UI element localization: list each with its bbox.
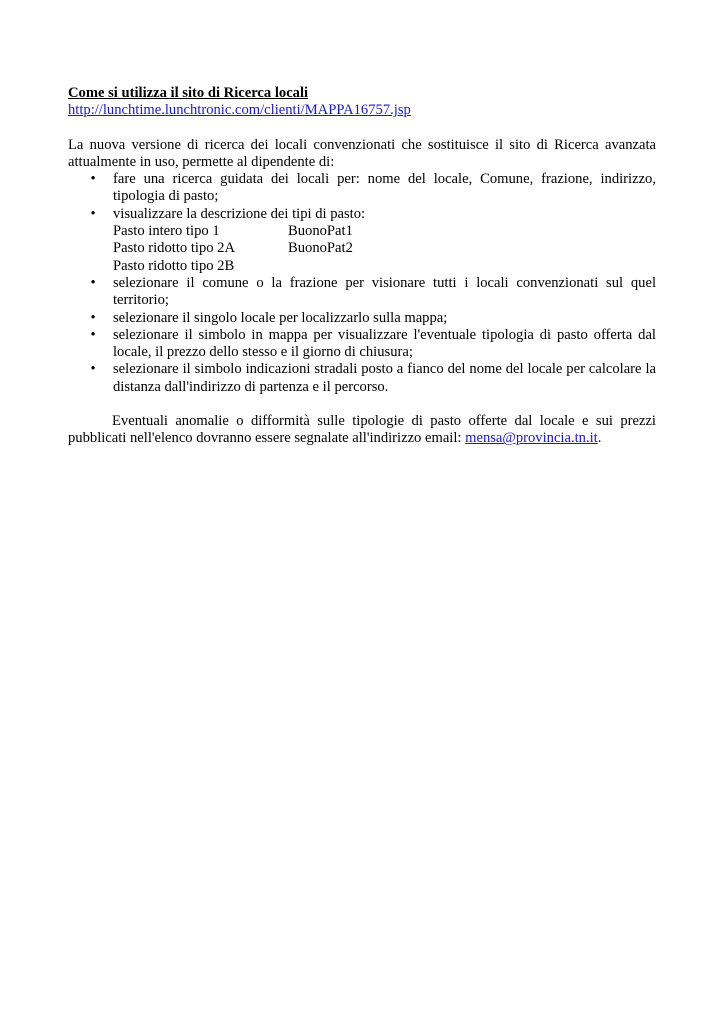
pasto-type-code: BuonoPat1 [288, 223, 353, 240]
list-item [68, 310, 656, 327]
closing-text: Eventuali anomalie o difformità sulle tipologie di pasto offerte dal locale e sui prezzi pubblicati nell'elenco dovranno essere segnalate all'indirizzo email: [68, 413, 656, 447]
list-item [68, 361, 656, 396]
intro-paragraph: La nuova versione di ricerca dei locali convenzionati che sostituisce il sito di Ricerca avanzata attualmente in uso, permette al dipendente di: [68, 136, 656, 170]
pasto-type-row [113, 258, 656, 275]
list-item-text: selezionare il simbolo in mappa per visualizzare l'eventuale tipologia di pasto offerta dal locale, il prezzo dello stesso e il giorno di chiusura; [113, 326, 656, 361]
document-title: Come si utilizza il sito di Ricerca locali [68, 85, 309, 101]
list-item [68, 171, 656, 206]
bullet-icon: • [90, 205, 96, 222]
bullet-icon: • [90, 309, 96, 326]
closing-paragraph [68, 413, 656, 448]
pasto-type-name: Pasto intero tipo 1 [113, 223, 220, 240]
site-link[interactable]: http://lunchtime.lunchtronic.com/clienti/MAPPA16757.jsp [68, 102, 411, 119]
list-item-text: fare una ricerca guidata dei locali per: nome del locale, Comune, frazione, indirizzo, tipologia di pasto; [113, 171, 656, 205]
list-item [68, 275, 656, 310]
pasto-type-row [113, 240, 656, 257]
list-item-text: selezionare il singolo locale per localizzarlo sulla mappa; [113, 309, 448, 326]
list-item [68, 206, 656, 275]
pasto-type-row [113, 223, 656, 240]
document-page [68, 85, 656, 448]
bullet-icon: • [90, 171, 96, 188]
bullet-icon: • [90, 274, 96, 291]
list-item-text: selezionare il comune o la frazione per visionare tutti i locali convenzionati sul quel territorio; [113, 274, 656, 309]
list-item-text: selezionare il simbolo indicazioni stradali posto a fianco del nome del locale per calcolare la distanza dall'indirizzo di partenza e il percorso. [113, 361, 656, 395]
pasto-type-code: BuonoPat2 [288, 240, 353, 257]
pasto-type-name: Pasto ridotto tipo 2B [113, 257, 235, 274]
bullet-icon: • [90, 361, 96, 378]
closing-punctuation: . [597, 430, 602, 447]
pasto-type-name: Pasto ridotto tipo 2A [113, 240, 236, 257]
list-item [68, 327, 656, 362]
email-link[interactable]: mensa@provincia.tn.it [465, 430, 598, 447]
bullet-icon: • [90, 326, 96, 343]
list-item-text: visualizzare la descrizione dei tipi di pasto: [113, 205, 366, 222]
feature-list [68, 171, 656, 396]
url-line [68, 102, 656, 119]
